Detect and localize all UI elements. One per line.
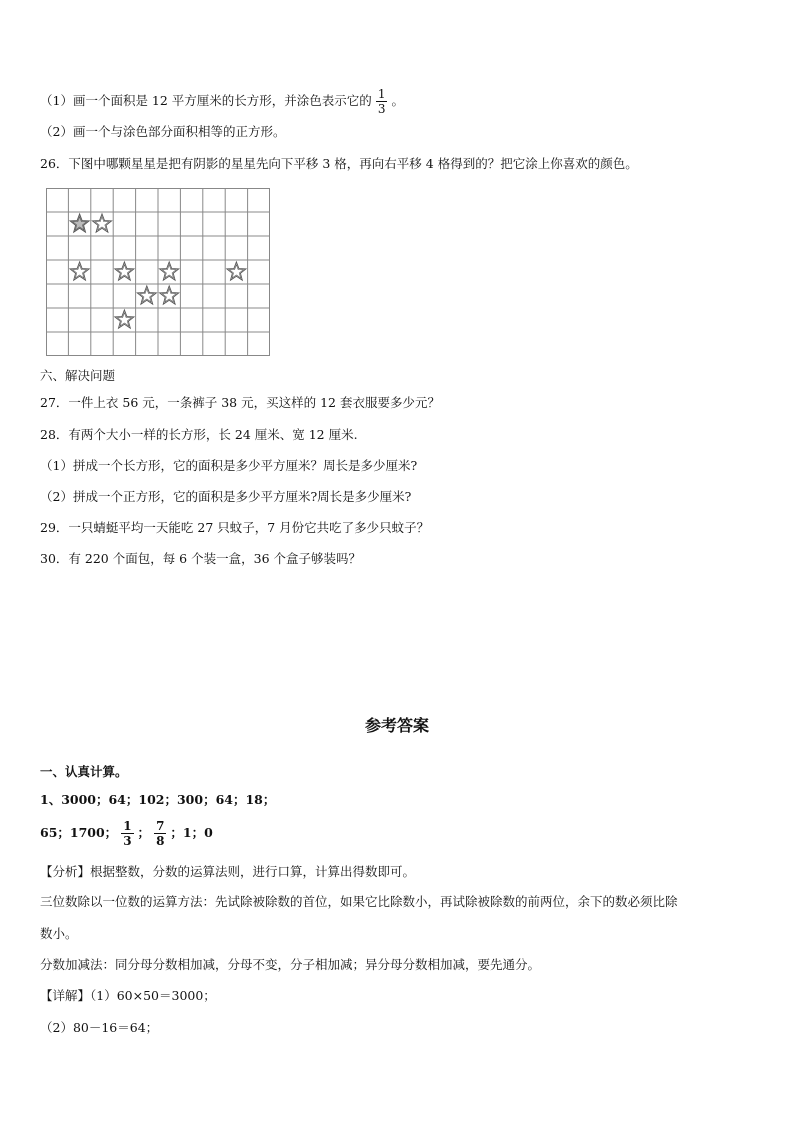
- fraction-denominator: 3: [377, 102, 386, 116]
- answers-section1: 一、认真计算。: [40, 764, 128, 779]
- answers-title: 参考答案: [364, 716, 429, 735]
- fraction-numerator: 7: [156, 819, 165, 833]
- answers-line2-end: ；1；0: [170, 825, 213, 840]
- answers-rule1b: 数小。: [40, 926, 78, 941]
- answers-analysis: 【分析】根据整数，分数的运算法则，进行口算，计算出得数即可。: [40, 864, 416, 879]
- answers-rule2: 分数加减法：同分母分数相加减，分母不变，分子相加减；异分母分数相加减，要先通分。: [40, 957, 541, 972]
- fraction-denominator: 3: [123, 834, 132, 848]
- q30-text: 30．有 220 个面包，每 6 个装一盒，36 个盒子够装吗？: [40, 551, 361, 566]
- answers-line2: [40, 820, 213, 847]
- q29-text: 29．一只蜻蜓平均一天能吃 27 只蚊子，7 月份它共吃了多少只蚊子？: [40, 520, 430, 535]
- q28-stem: 28．有两个大小一样的长方形，长 24 厘米、宽 12 厘米.: [40, 427, 358, 442]
- q25-part1-text: （1）画一个面积是 12 平方厘米的长方形，并涂色表示它的: [40, 93, 372, 108]
- q27-text: 27．一件上衣 56 元，一条裤子 38 元，买这样的 12 套衣服要多少元？: [40, 395, 440, 410]
- q25-part2: （2）画一个与涂色部分面积相等的正方形。: [40, 124, 286, 139]
- fraction-numerator: 1: [377, 87, 386, 101]
- q28-part2: （2）拼成一个正方形，它的面积是多少平方厘米?周长是多少厘米?: [40, 489, 412, 504]
- answers-rule1a: 三位数除以一位数的运算方法：先试除被除数的首位，如果它比除数小，再试除被除数的前两位，余下的数必须比除: [40, 894, 678, 909]
- fraction-numerator: 1: [123, 819, 132, 833]
- q26-text: 26．下图中哪颗星星是把有阴影的星星先向下平移 3 格，再向右平移 4 格得到的？把它涂上你喜欢的颜色。: [40, 156, 638, 171]
- q25-part1: [40, 88, 404, 115]
- answers-line2-start: 65；1700；: [40, 825, 118, 840]
- answers-sep: ；: [137, 825, 151, 840]
- answers-detail1: 【详解】（1）60×50＝3000；: [40, 988, 216, 1003]
- star-grid: [46, 188, 270, 356]
- section6-title: 六、解决问题: [40, 368, 116, 383]
- answer-fraction-1: [121, 820, 133, 847]
- q28-part1: （1）拼成一个长方形，它的面积是多少平方厘米？周长是多少厘米?: [40, 458, 418, 473]
- q25-fraction: [376, 88, 388, 115]
- q25-part1-end: 。: [391, 93, 404, 108]
- answers-line1: 1、3000；64；102；300；64；18；: [40, 792, 276, 807]
- fraction-denominator: 8: [156, 834, 165, 848]
- answers-detail2: （2）80－16＝64；: [40, 1020, 159, 1035]
- answer-fraction-2: [154, 820, 166, 847]
